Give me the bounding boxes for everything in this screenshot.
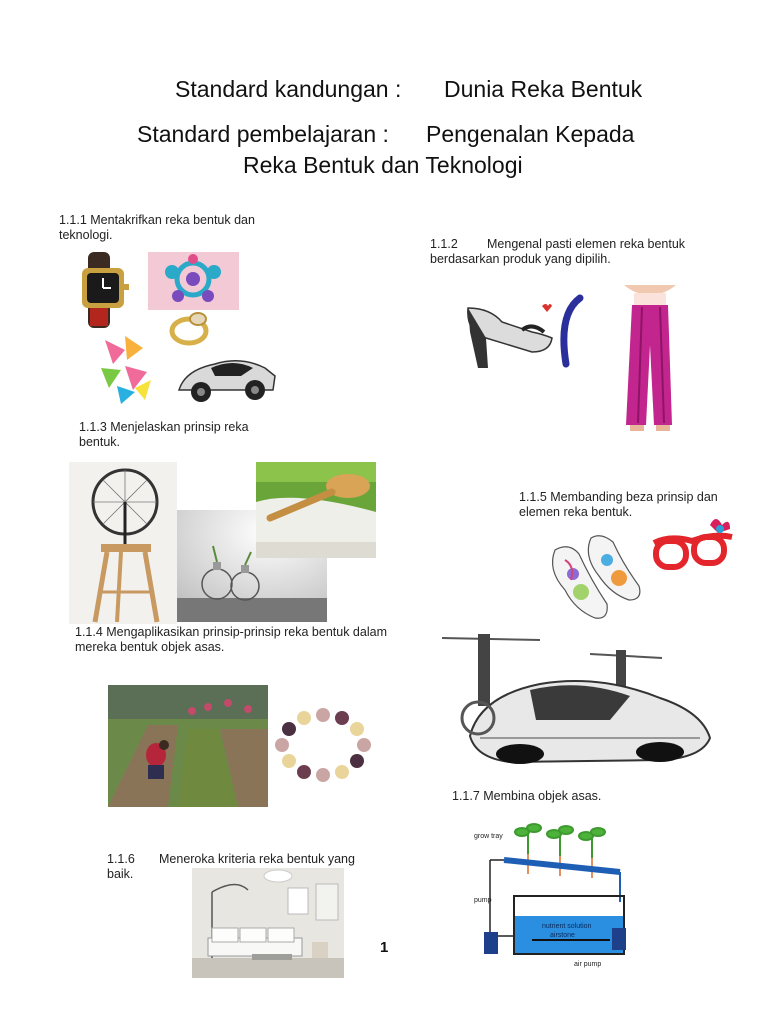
content-standard-value: Dunia Reka Bentuk [444,76,643,102]
objective-1-1-2-text: Mengenal pasti elemen reka bentuk berdasarkan produk yang dipilih. [430,237,686,266]
magenta-trousers-image [606,285,694,433]
objective-1-1-6-number: 1.1.6 [107,852,135,866]
red-glasses-image [650,513,736,583]
label-airstone: airstone [550,932,575,939]
ring-image [165,309,217,347]
paper-flowers-image [95,330,153,406]
objective-1-1-6-text: Meneroka kriteria reka bentuk yang baik. [107,852,355,881]
label-grow-tray: grow tray [474,833,503,840]
pearl-bracelet-image [270,706,376,784]
living-room-image [192,868,344,978]
learning-standard-value-2: Reka Bentuk dan Teknologi [243,152,523,178]
flying-car-image [440,626,720,782]
wedge-shoe-image [462,292,554,370]
page-number: 1 [380,939,389,956]
headband-image [556,294,586,368]
label-air-pump: air pump [574,961,602,968]
sports-car-image [175,346,277,408]
painted-shoes-image [535,530,647,625]
garden-worker-image [108,685,268,807]
objective-1-1-3: 1.1.3 Menjelaskan prinsip reka bentuk. [79,420,249,449]
objective-1-1-5: 1.1.5 Membanding beza prinsip dan elemen reka bentuk. [519,490,718,519]
objective-1-1-1: 1.1.1 Mentakrifkan reka bentuk dan teknologi. [59,213,255,242]
hydroponic-diagram [470,820,640,972]
bicycle-wheel-stool-image [69,462,177,624]
content-standard-label: Standard kandungan : [175,76,402,102]
label-pump: pump [474,897,492,904]
label-nutrient-solution: nutrient solution [542,923,592,930]
learning-standard-value: Pengenalan Kepada [426,121,635,147]
objective-1-1-4: 1.1.4 Mengaplikasikan prinsip-prinsip reka bentuk dalam mereka bentuk objek asas. [75,625,387,654]
wooden-spoon-image [256,462,376,558]
learning-standard-label: Standard pembelajaran : [137,121,389,147]
objective-1-1-7: 1.1.7 Membina objek asas. [452,789,602,803]
beaded-ornament-image [148,252,239,310]
watch-image [78,252,144,328]
objective-1-1-2-number: 1.1.2 [430,237,458,251]
